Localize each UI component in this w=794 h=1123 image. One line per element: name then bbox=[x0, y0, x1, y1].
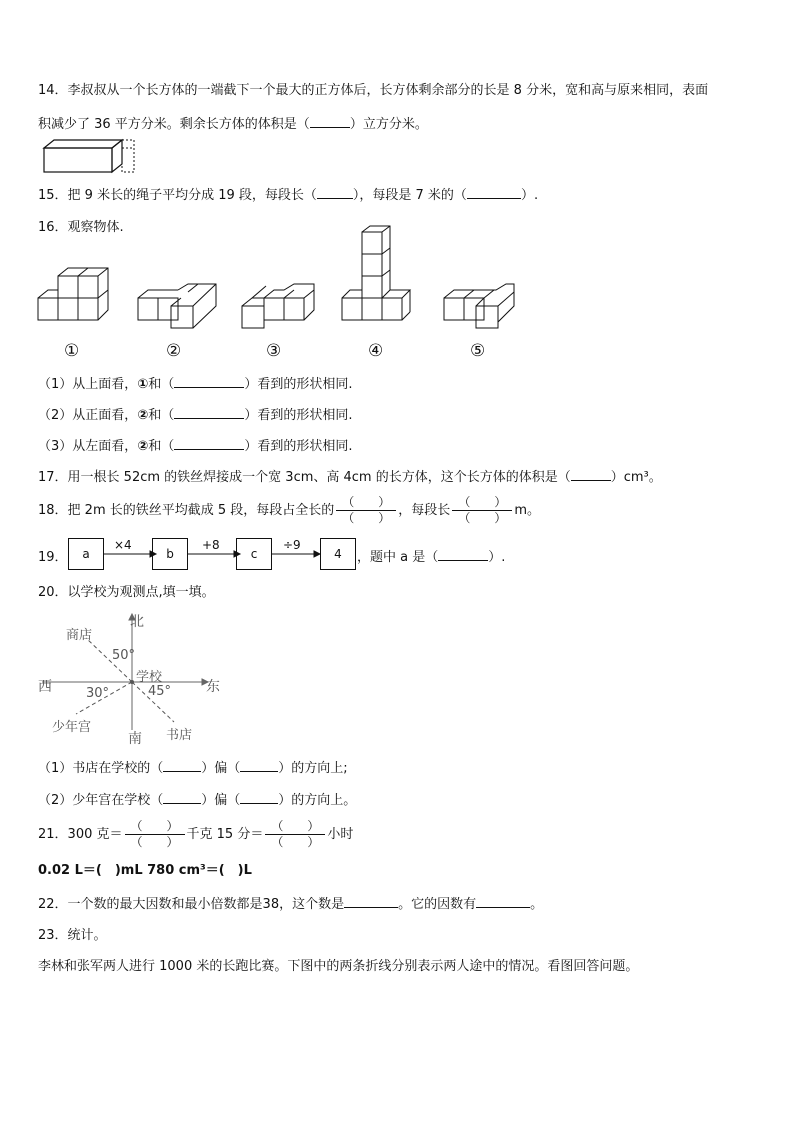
q21-line2: 0.02 L＝( )mL 780 cm³＝( )L bbox=[38, 863, 252, 878]
angle-youth-palace: 30° bbox=[86, 686, 110, 701]
figure-caption-1: ① bbox=[64, 341, 80, 361]
q18-fraction-1[interactable]: $\frac{( )}{( )}$ bbox=[336, 495, 396, 526]
flow-box-c: c bbox=[236, 538, 272, 570]
label-bookstore: 书店 bbox=[166, 728, 193, 743]
figure-caption-3: ③ bbox=[266, 341, 282, 361]
q16-sub1: （1）从上面看，①和（ ）看到的形状相同. bbox=[38, 377, 353, 392]
q15-blank-1[interactable] bbox=[317, 186, 353, 199]
q16-sub3: （3）从左面看，②和（ ）看到的形状相同. bbox=[38, 439, 353, 454]
q14-line1: 14．李叔叔从一个长方体的一端截下一个最大的正方体后，长方体剩余部分的长是 8 分米，宽和高与原来相同，表面 bbox=[38, 83, 709, 98]
angle-shop: 50° bbox=[112, 648, 136, 663]
q21-fraction-2[interactable]: $\frac{( )}{( )}$ bbox=[265, 819, 325, 850]
q19-blank[interactable] bbox=[438, 548, 488, 561]
flow-op-add: +8 bbox=[202, 538, 220, 552]
q19-tail: ，题中 a 是（ ）. bbox=[357, 550, 506, 565]
q14-answer-blank[interactable] bbox=[310, 115, 350, 128]
q16-title: 16．观察物体. bbox=[38, 220, 124, 235]
compass-center-school: 学校 bbox=[136, 670, 163, 685]
q20-sub2: （2）少年宫在学校（ ）偏（ ）的方向上。 bbox=[38, 793, 357, 808]
flow-op-multiply: ×4 bbox=[114, 538, 132, 552]
flow-box-a: a bbox=[68, 538, 104, 570]
cuboid-figure bbox=[44, 138, 144, 178]
q14-line2: 积减少了 36 平方分米。剩余长方体的体积是（ ）立方分米。 bbox=[38, 117, 428, 132]
compass-east: 东 bbox=[206, 679, 220, 695]
q20-blank-3[interactable] bbox=[163, 791, 201, 804]
q20-blank-4[interactable] bbox=[240, 791, 278, 804]
figure-caption-2: ② bbox=[166, 341, 182, 361]
q17: 17．用一根长 52cm 的铁丝焊接成一个宽 3cm、高 4cm 的长方体，这个长方体的体积是（ ）cm³。 bbox=[38, 470, 662, 485]
q20-blank-2[interactable] bbox=[240, 759, 278, 772]
q22-blank-1[interactable] bbox=[344, 895, 398, 908]
q15-blank-2[interactable] bbox=[467, 186, 521, 199]
q22: 22．一个数的最大因数和最小倍数都是38，这个数是 。它的因数有 。 bbox=[38, 897, 544, 912]
label-youth-palace: 少年宫 bbox=[52, 720, 92, 735]
angle-bookstore: 45° bbox=[148, 684, 172, 699]
q23-text: 李林和张军两人进行 1000 米的长跑比赛。下图中的两条折线分别表示两人途中的情况。看图回答问题。 bbox=[38, 959, 639, 974]
q16-blank-3[interactable] bbox=[174, 437, 244, 450]
q20-title: 20．以学校为观测点,填一填。 bbox=[38, 585, 215, 600]
flow-arrows bbox=[104, 553, 324, 563]
flow-box-result: 4 bbox=[320, 538, 356, 570]
q18: 18．把 2m 长的铁丝平均截成 5 段，每段占全长的 $\frac{( )}{( )}$ ，每段长 $\frac{( )}{( )}$ m。 bbox=[38, 495, 540, 525]
figure-caption-5: ⑤ bbox=[470, 341, 486, 361]
compass-north: 北 bbox=[130, 614, 144, 630]
q21-fraction-1[interactable]: $\frac{( )}{( )}$ bbox=[125, 819, 185, 850]
q17-blank[interactable] bbox=[571, 468, 611, 481]
q19-label: 19． bbox=[38, 550, 68, 565]
q23-title: 23．统计。 bbox=[38, 928, 107, 943]
q18-fraction-2[interactable]: $\frac{( )}{( )}$ bbox=[452, 495, 512, 526]
q22-blank-2[interactable] bbox=[476, 895, 530, 908]
q20-sub1: （1）书店在学校的（ ）偏（ ）的方向上; bbox=[38, 761, 348, 776]
q21-line1: 21．300 克＝ $\frac{( )}{( )}$ 千克 15 分＝ $\frac{( )}{( )}$ 小时 bbox=[38, 819, 354, 849]
flow-box-b: b bbox=[152, 538, 188, 570]
flow-op-divide: ÷9 bbox=[283, 538, 301, 552]
q16-blank-2[interactable] bbox=[174, 406, 244, 419]
label-shop: 商店 bbox=[66, 628, 93, 643]
q16-sub2: （2）从正面看，②和（ ）看到的形状相同. bbox=[38, 408, 353, 423]
q20-blank-1[interactable] bbox=[163, 759, 201, 772]
q16-blank-1[interactable] bbox=[174, 375, 244, 388]
cube-figures bbox=[36, 248, 526, 328]
compass-west: 西 bbox=[38, 679, 52, 695]
q15: 15．把 9 米长的绳子平均分成 19 段，每段长（ ），每段是 7 米的（ ）. bbox=[38, 188, 539, 203]
figure-caption-4: ④ bbox=[368, 341, 384, 361]
compass-south: 南 bbox=[128, 731, 142, 747]
